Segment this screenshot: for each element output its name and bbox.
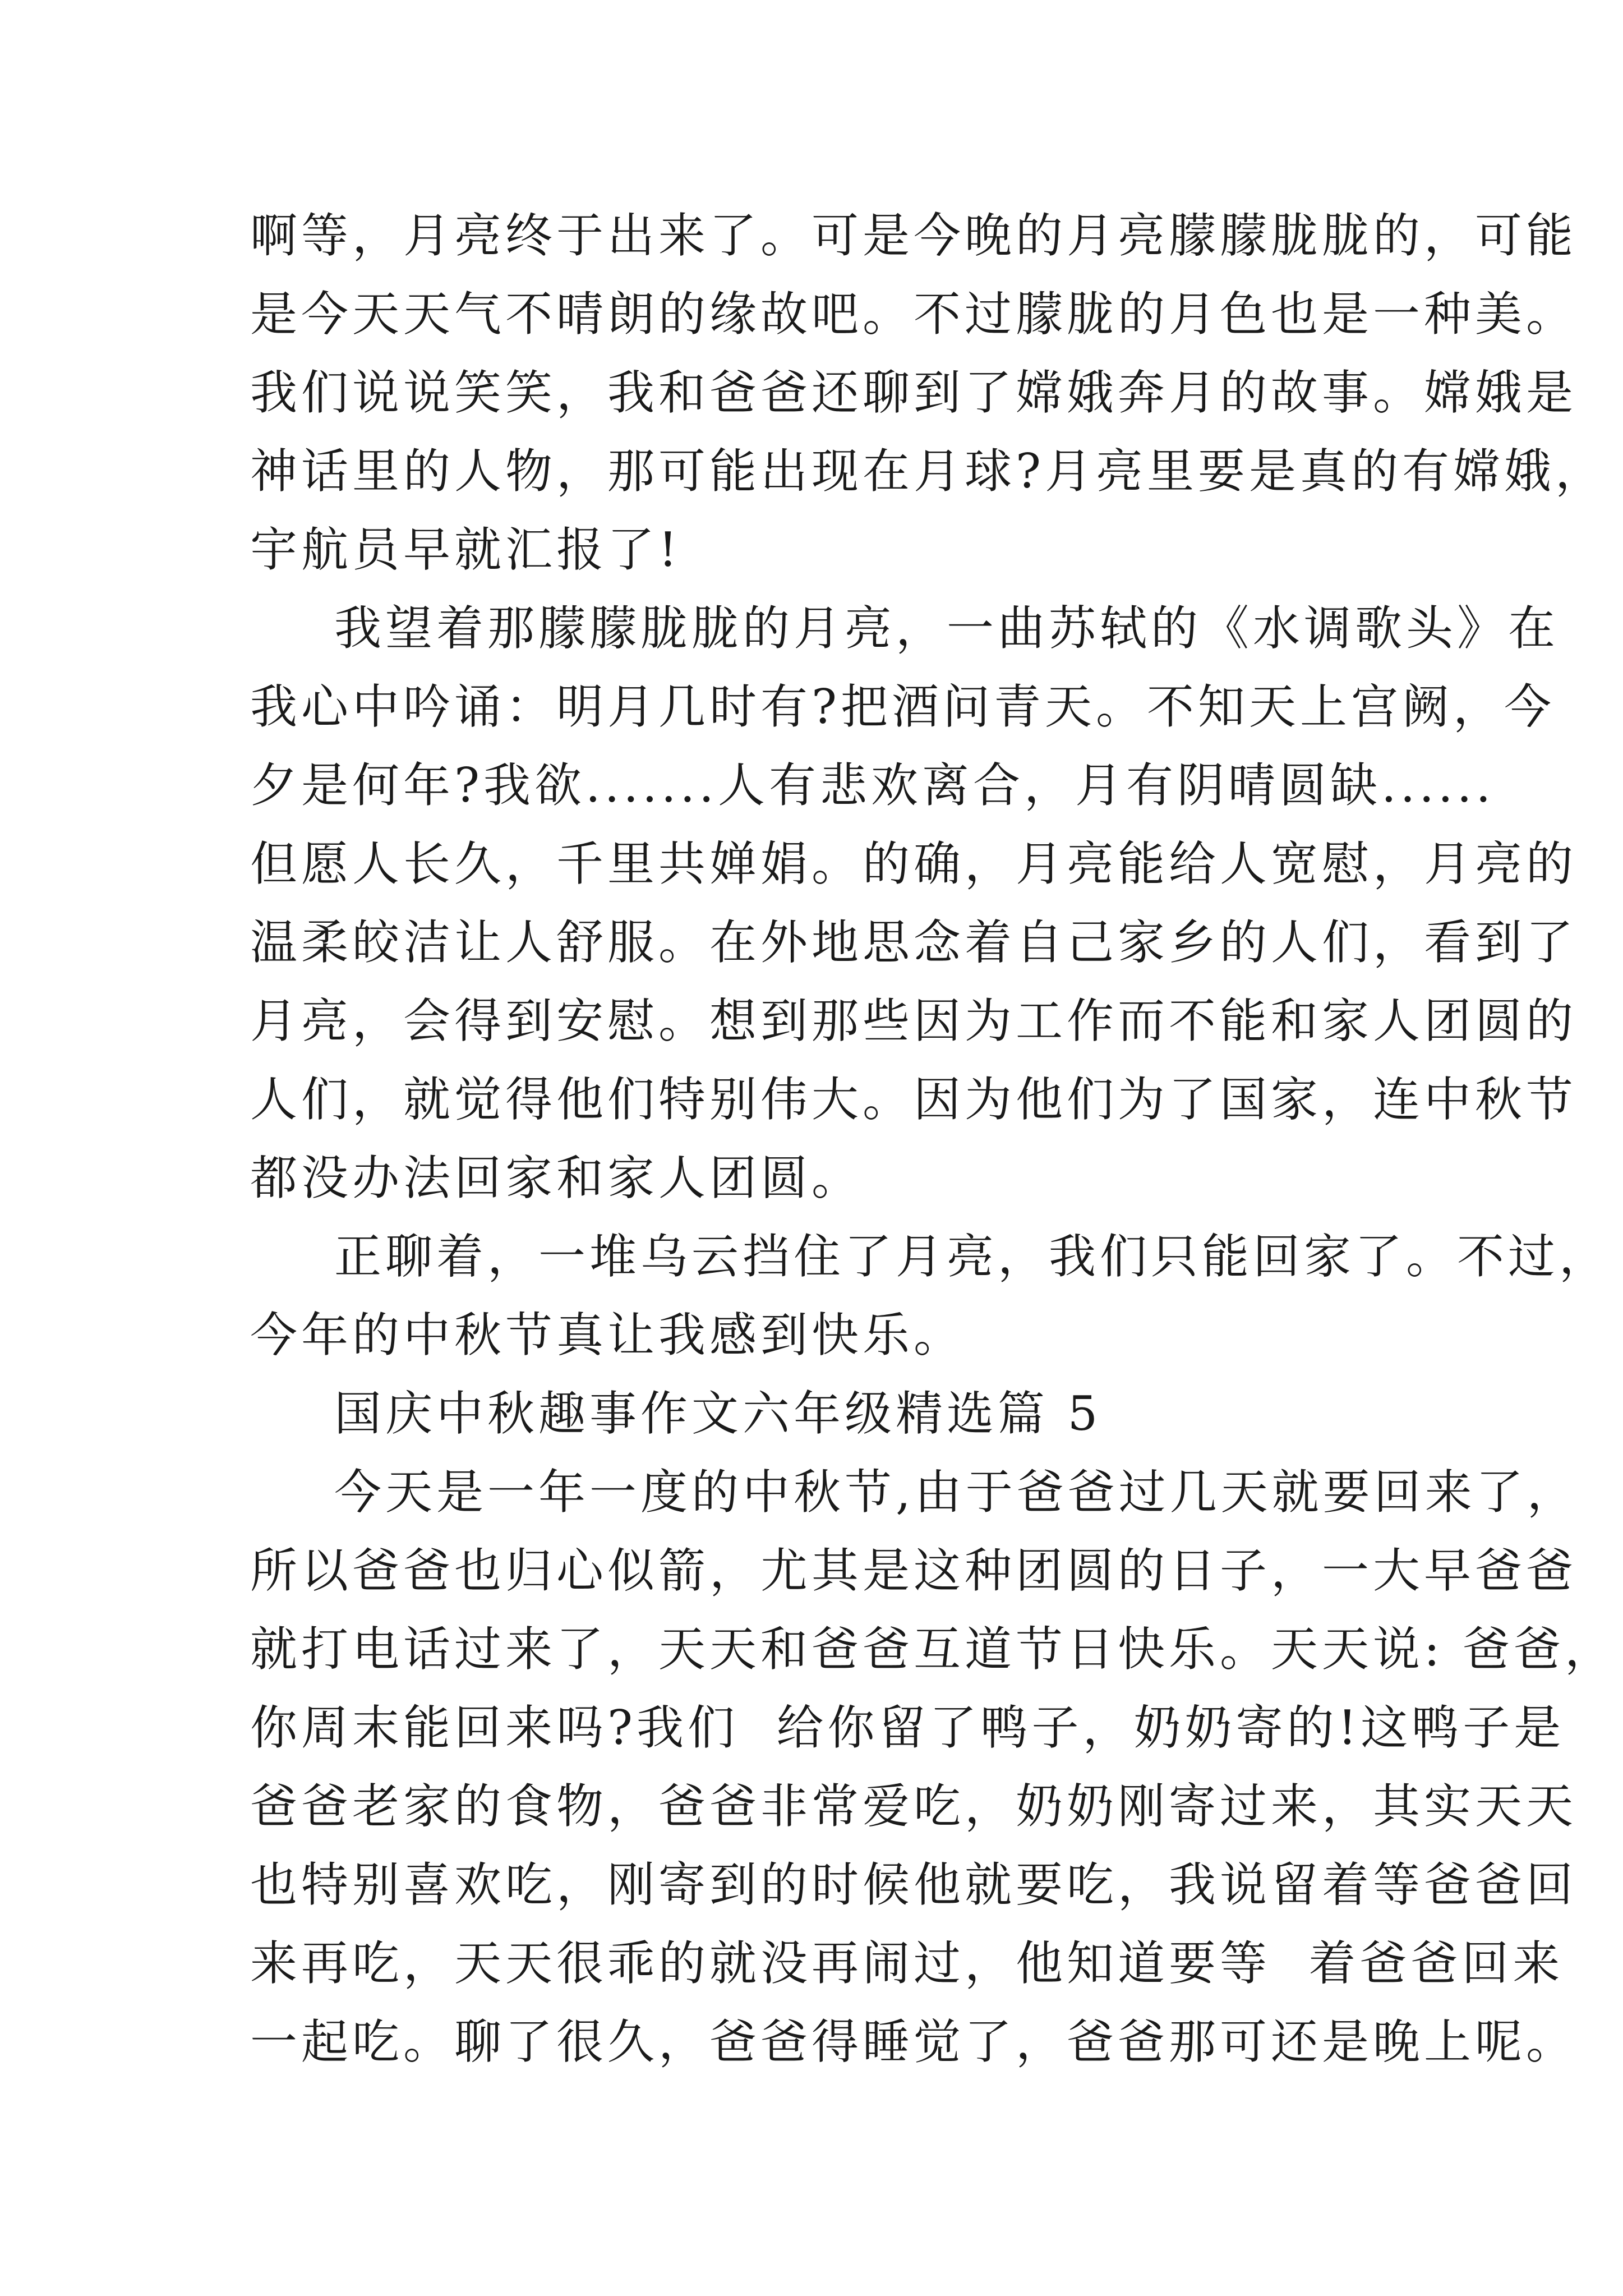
paragraph-5: [250, 1453, 1616, 2081]
section-heading-text: 国庆中秋趣事作文六年级精选篇 5: [334, 1386, 1102, 1441]
text-line: 来再吃，天天很乖的就没再闹过，他知道要等 着爸爸回来: [250, 1936, 1564, 1991]
text-line: 宇航员早就汇报了!: [250, 522, 681, 577]
text-line: 正聊着，一堆乌云挡住了月亮，我们只能回家了。不过，: [334, 1229, 1611, 1284]
text-line: 你周末能回来吗?我们 给你留了鸭子，奶奶寄的!这鸭子是: [250, 1700, 1565, 1755]
text-line: 我望着那朦朦胧胧的月亮，一曲苏轼的《水调歌头》在: [334, 601, 1560, 656]
section-heading: [250, 1374, 1400, 1453]
paragraph-1: [250, 196, 1607, 589]
text-line: 但愿人长久，千里共婵娟。的确，月亮能给人宽慰，月亮的: [250, 836, 1578, 891]
document-body: [250, 196, 1616, 2081]
text-line: 都没办法回家和家人团圆。: [250, 1151, 863, 1205]
paragraph-2: [250, 589, 1578, 1217]
text-line: 今天是一年一度的中秋节,由于爸爸过几天就要回来了，: [334, 1465, 1578, 1520]
text-line: 爸爸老家的食物，爸爸非常爱吃，奶奶刚寄过来，其实天天: [250, 1779, 1578, 1834]
text-line: 月亮，会得到安慰。想到那些因为工作而不能和家人团圆的: [250, 993, 1578, 1048]
text-line: 夕是何年?我欲.......人有悲欢离合，月有阴晴圆缺......: [250, 758, 1495, 813]
text-line: 我心中吟诵：明月几时有?把酒问青天。不知天上宫阙，今: [250, 679, 1556, 734]
text-line: 也特别喜欢吃，刚寄到的时候他就要吃，我说留着等爸爸回: [250, 1857, 1578, 1912]
text-line: 神话里的人物，那可能出现在月球?月亮里要是真的有嫦娥，: [250, 444, 1607, 499]
text-line: 我们说说笑笑，我和爸爸还聊到了嫦娥奔月的故事。嫦娥是: [250, 365, 1578, 420]
text-line: 温柔皎洁让人舒服。在外地思念着自己家乡的人们，看到了: [250, 915, 1578, 970]
text-line: 所以爸爸也归心似箭，尤其是这种团圆的日子，一大早爸爸: [250, 1543, 1578, 1598]
text-line: 今年的中秋节真让我感到快乐。: [250, 1308, 965, 1363]
paragraph-3: [250, 1217, 1611, 1374]
text-line: 一起吃。聊了很久，爸爸得睡觉了，爸爸那可还是晚上呢。: [250, 2014, 1578, 2069]
text-line: 是今天天气不晴朗的缘故吧。不过朦胧的月色也是一种美。: [250, 287, 1578, 342]
text-line: 人们，就觉得他们特别伟大。因为他们为了国家，连中秋节: [250, 1072, 1578, 1127]
text-line: 啊等，月亮终于出来了。可是今晚的月亮朦朦胧胧的，可能: [250, 208, 1578, 263]
text-line: 就打电话过来了，天天和爸爸互道节日快乐。天天说: 爸爸，: [250, 1622, 1616, 1677]
